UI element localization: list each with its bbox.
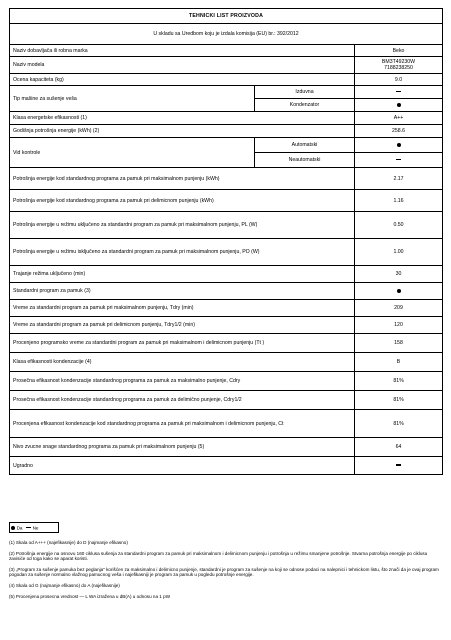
footnote: (2) Potrošnja energije na osnovu 160 ciklusa sušenja za standardni program za pamuk pri maksimalnom i delimicnom punjenju i potrošnja u režimu smanjene potrošnje. Stvarna potrošnja energije po ciklusu zavisiće od toga kako se aparat koristi. — [9, 550, 428, 562]
table-row — [10, 125, 443, 138]
subtitle-row — [10, 24, 443, 45]
title-row — [10, 9, 443, 24]
option-label: Automatski — [255, 138, 355, 153]
table-row — [10, 212, 443, 239]
row-label: Prosečna efikasnost kondenzacije standardnog programa za pamuk za delimično punjenje, Cdry1/2 — [10, 391, 355, 410]
yes-dot-icon — [397, 103, 401, 107]
footnotes — [9, 540, 442, 604]
legend-no: Ne — [32, 525, 39, 531]
page-subtitle: U skladu sa Uredbom koju je izdala komisija (EU) br.: 392/2012 — [10, 24, 443, 45]
row-label: Potrošnja energije kod standardnog programa za pamuk pri delimicnom punjenju (kWh) — [10, 190, 355, 212]
pl-value: 0.50 — [355, 212, 443, 239]
table-row — [10, 168, 443, 190]
table-row — [10, 74, 443, 86]
ct-value: 81% — [355, 410, 443, 438]
row-label: Vreme za standardni program za pamuk pri delimicnom punjenju, Tdry1/2 (min) — [10, 317, 355, 334]
time-full-value: 209 — [355, 300, 443, 317]
row-label: Prosečna efikasnost kondenzacije standardnog programa za pamuk za maksimalno punjenje, Cdry — [10, 372, 355, 391]
model-value — [355, 57, 443, 74]
row-label: Klasa energetske efikasnosti (1) — [10, 112, 355, 125]
model-code: BM3T49230W — [381, 59, 416, 65]
row-label: Vid kontrole — [10, 138, 255, 168]
model-number: 7188238250 — [384, 65, 413, 71]
time-partial-value: 120 — [355, 317, 443, 334]
row-label: Potrošnja energije u režimu isključeno za standardni program za pamuk pri maksimalnom punjenju, PO (W) — [10, 239, 355, 266]
row-label: Ugradno — [10, 457, 355, 475]
option-mark — [355, 99, 443, 112]
table-row — [10, 353, 443, 372]
no-dash-icon — [26, 527, 31, 528]
table-row — [10, 334, 443, 353]
page-title: TEHNICKI LIST PROIZVODA — [10, 9, 443, 24]
cdry-half-value: 81% — [355, 391, 443, 410]
energy-full-value: 2.17 — [355, 168, 443, 190]
no-dash-icon — [396, 91, 401, 92]
energy-partial-value: 1.16 — [355, 190, 443, 212]
option-mark — [355, 138, 443, 153]
table-row — [10, 112, 443, 125]
yes-dot-icon — [397, 289, 401, 293]
row-label: Naziv modela — [10, 57, 355, 74]
row-label: Tip mašine za sušenje veša — [10, 86, 255, 112]
table-row — [10, 317, 443, 334]
condensation-class-value: B — [355, 353, 443, 372]
capacity-value: 9.0 — [355, 74, 443, 86]
table-row — [10, 300, 443, 317]
footnote: (3) „Program za sušenje pamuka bez peglanja" korišćen za maksimalno i delimicno punjenje, standardni je program za sušenje na koji se odnose podaci na nalepnici i tehnickom listu, što znači da je ovaj program pogodan za sušenje normalno vlažnog pamucnog veša i najefikasniji je program za pamuk u pogledu potrošnje energije. — [9, 566, 439, 578]
row-label: Vreme za standardni program za pamuk pri maksimalnom punjenju, Tdry (min) — [10, 300, 355, 317]
row-label: Ocena kapaciteta (kg) — [10, 74, 355, 86]
option-mark — [355, 86, 443, 99]
footnote: (1) Skala od A+++ (najefikasnije) do D (najmanje efikasno) — [9, 540, 128, 545]
table-row — [10, 86, 443, 99]
table-row — [10, 45, 443, 57]
table-row — [10, 266, 443, 283]
legend-yes: Da — [16, 525, 23, 531]
row-label: Klasa efikasnosti kondenzacije (4) — [10, 353, 355, 372]
row-label: Procenjeno programsko vreme za standardni program za pamuk pri maksimalnom i delimicnom punjenju (Tt ) — [10, 334, 355, 353]
row-label: Nivo zvucne snage standardnog programa za pamuk pri maksimalnom punjenju (5) — [10, 438, 355, 457]
spec-table — [9, 8, 443, 475]
table-row — [10, 57, 443, 74]
legend — [9, 522, 59, 533]
table-row — [10, 391, 443, 410]
no-dash-icon — [396, 464, 401, 465]
table-row — [10, 138, 443, 153]
table-row — [10, 239, 443, 266]
footnote: (4) Skala od G (najmanje efikasno) do A (najefikasnije) — [9, 582, 120, 588]
row-label: Potrošnja energije kod standardnog programa za pamuk pri maksimalnom punjenju (kWh) — [10, 168, 355, 190]
annual-energy-value: 258.6 — [355, 125, 443, 138]
left-on-value: 30 — [355, 266, 443, 283]
option-label: Neautomatski — [255, 153, 355, 168]
row-label: Naziv dobavljača ili robna marka — [10, 45, 355, 57]
yes-dot-icon — [397, 143, 401, 147]
time-weighted-value: 158 — [355, 334, 443, 353]
option-label: Kondenzator — [255, 99, 355, 112]
energy-class-value: A++ — [355, 112, 443, 125]
table-row — [10, 372, 443, 391]
yes-dot-icon — [11, 526, 15, 530]
option-mark — [355, 153, 443, 168]
po-value: 1.00 — [355, 239, 443, 266]
row-label: Standardni program za pamuk (3) — [10, 283, 355, 300]
noise-value: 64 — [355, 438, 443, 457]
product-fiche — [9, 8, 442, 475]
table-row — [10, 283, 443, 300]
row-label: Procenjena efikasnost kondenzacije kod standardnog programa za pamuk pri maksimalnom i delimicnom punjenju, Ct — [10, 410, 355, 438]
row-label: Trajanje režima uključeno (min) — [10, 266, 355, 283]
no-dash-icon — [396, 159, 401, 160]
option-mark — [355, 283, 443, 300]
cdry-value: 81% — [355, 372, 443, 391]
table-row — [10, 438, 443, 457]
footnote: (5) Procenjena prosecna vrednost — L WA izražena u dB(A) u odnosu na 1 pW — [9, 593, 171, 599]
table-row — [10, 457, 443, 475]
table-row — [10, 410, 443, 438]
table-row — [10, 190, 443, 212]
row-label: Potrošnja energije u režimu uključeno za standardni program za pamuk pri maksimalnom punjenju, PL (W) — [10, 212, 355, 239]
brand-value: Beko — [355, 45, 443, 57]
option-mark — [355, 457, 443, 475]
row-label: Godišnja potrošnja energije (kWh) (2) — [10, 125, 355, 138]
option-label: Izduvna — [255, 86, 355, 99]
